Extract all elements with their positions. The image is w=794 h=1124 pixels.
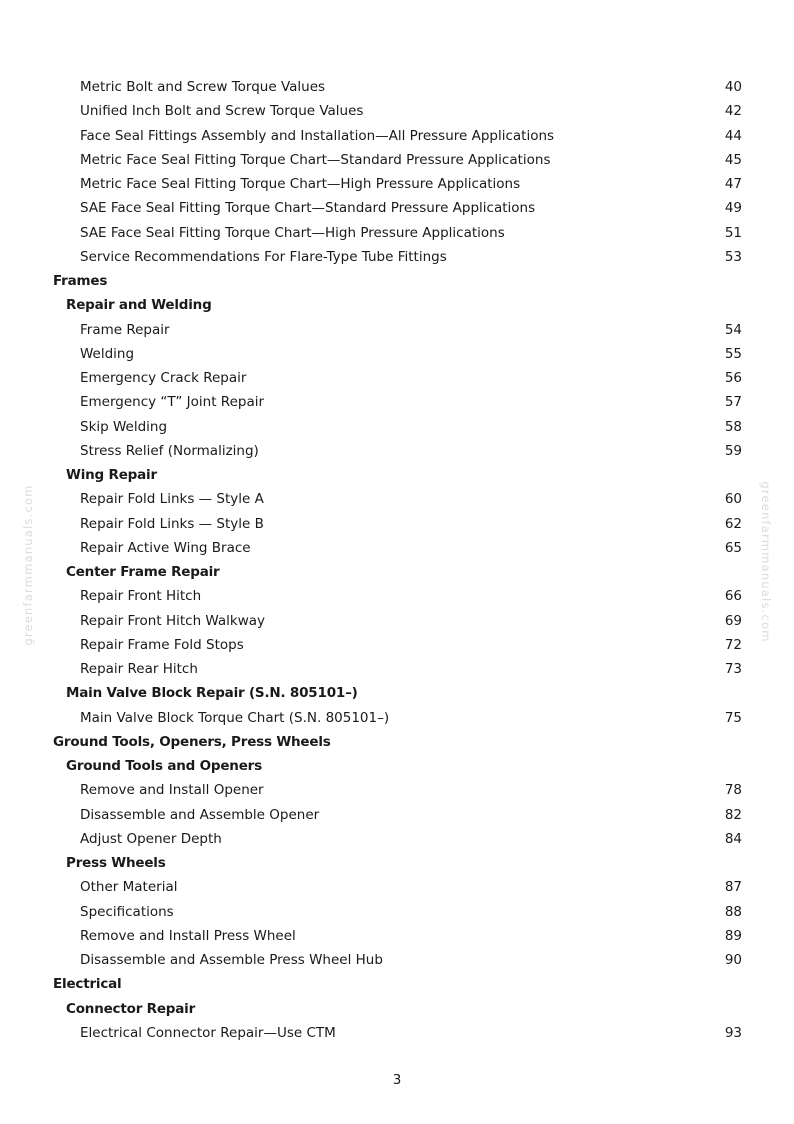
toc-entry-page-number: 78 [724,782,742,799]
toc-entry-title: Repair and Welding [66,297,212,314]
toc-entry-title: Repair Frame Fold Stops [80,636,244,653]
toc-entry-page-number: 73 [724,661,742,677]
toc-entry-title: Frames [53,273,108,289]
toc-entry[interactable] [0,342,794,366]
toc-entry[interactable] [0,124,794,148]
toc-entry-page-number: 87 [724,879,742,896]
table-of-contents [0,75,794,1045]
toc-entry[interactable] [0,366,794,390]
toc-entry[interactable] [0,924,794,948]
toc-entry-title: SAE Face Seal Fitting Torque Chart—Standard Pressure Applications [80,200,536,217]
toc-entry-page-number: 93 [724,1024,742,1041]
toc-entry-title: Frame Repair [80,321,170,338]
toc-entry-title: Main Valve Block Repair (S.N. 805101–) [66,685,358,702]
toc-entry-title: Metric Bolt and Screw Torque Values [80,79,326,95]
toc-entry-title: Repair Active Wing Brace [80,539,251,556]
toc-entry[interactable] [0,803,794,827]
toc-entry-page-number: 60 [724,491,742,508]
toc-entry[interactable] [0,1021,794,1045]
toc-entry-page-number: 84 [724,830,742,847]
toc-entry-title: Face Seal Fittings Assembly and Installation—All Pressure Applications [80,127,555,144]
toc-entry-page-number: 42 [724,103,742,120]
toc-entry-title: Emergency “T” Joint Repair [80,394,265,411]
toc-entry-title: Remove and Install Opener [80,782,264,799]
toc-entry[interactable] [0,487,794,511]
toc-entry-title: Metric Face Seal Fitting Torque Chart—Standard Pressure Applications [80,151,551,168]
toc-entry-title: Electrical Connector Repair—Use CTM [80,1024,336,1041]
toc-entry[interactable] [0,778,794,802]
watermark-right: greenfarmmanuals.com [759,481,773,643]
toc-entry-title: Metric Face Seal Fitting Torque Chart—High Pressure Applications [80,176,521,192]
toc-entry-page-number: 49 [724,200,742,217]
toc-entry-title: Disassemble and Assemble Press Wheel Hub [80,952,383,968]
toc-entry-page-number: 66 [724,588,742,605]
toc-entry-title: Press Wheels [66,855,166,871]
toc-entry-title: Other Material [80,879,178,896]
toc-entry-page-number: 69 [724,612,742,629]
toc-entry-title: Remove and Install Press Wheel [80,927,296,944]
watermark-left: greenfarmmanuals.com [21,484,35,646]
toc-entry-title: Repair Fold Links — Style A [80,491,264,508]
toc-subsection-heading [0,851,794,875]
toc-subsection-heading [0,997,794,1021]
toc-section-heading [0,730,794,754]
page-number: 3 [392,1072,402,1088]
toc-entry-title: Disassemble and Assemble Opener [80,806,320,823]
toc-entry-page-number: 72 [724,636,742,653]
toc-entry-title: Ground Tools, Openers, Press Wheels [53,733,331,750]
toc-subsection-heading [0,463,794,487]
toc-entry-title: Repair Rear Hitch [80,661,198,677]
toc-entry-title: Repair Front Hitch [80,588,202,605]
toc-entry-title: Skip Welding [80,418,168,435]
toc-entry[interactable] [0,196,794,220]
toc-entry[interactable] [0,584,794,608]
toc-entry-page-number: 90 [724,952,742,968]
toc-entry-page-number: 62 [724,515,742,532]
toc-entry-title: Unified Inch Bolt and Screw Torque Values [80,103,364,120]
toc-entry-title: Connector Repair [66,1000,196,1017]
toc-entry[interactable] [0,390,794,414]
toc-entry[interactable] [0,512,794,536]
toc-entry[interactable] [0,318,794,342]
toc-entry[interactable] [0,657,794,681]
toc-entry[interactable] [0,245,794,269]
toc-entry-page-number: 55 [724,345,742,362]
toc-entry-page-number: 54 [724,321,742,338]
toc-entry-page-number: 65 [724,539,742,556]
toc-subsection-heading [0,681,794,705]
toc-entry-page-number: 45 [724,151,742,168]
toc-entry-page-number: 89 [724,927,742,944]
toc-entry-title: Welding [80,345,135,362]
toc-subsection-heading [0,293,794,317]
toc-entry-page-number: 82 [724,806,742,823]
toc-entry-page-number: 88 [724,903,742,920]
toc-entry[interactable] [0,75,794,99]
toc-entry[interactable] [0,99,794,123]
toc-entry-page-number: 75 [724,709,742,726]
toc-entry[interactable] [0,439,794,463]
toc-entry-title: Wing Repair [66,467,157,483]
toc-entry[interactable] [0,900,794,924]
toc-entry-title: Repair Fold Links — Style B [80,515,264,532]
toc-entry-page-number: 53 [724,248,742,265]
toc-entry-title: Ground Tools and Openers [66,758,262,774]
toc-entry[interactable] [0,706,794,730]
toc-entry-page-number: 51 [724,224,742,241]
toc-entry-page-number: 58 [724,418,742,435]
toc-entry-title: Service Recommendations For Flare-Type Tube Fittings [80,248,447,265]
toc-entry-title: SAE Face Seal Fitting Torque Chart—High Pressure Applications [80,224,505,241]
toc-entry[interactable] [0,172,794,196]
toc-section-heading [0,269,794,293]
toc-entry[interactable] [0,148,794,172]
toc-entry-title: Stress Relief (Normalizing) [80,442,259,459]
toc-entry-page-number: 47 [724,176,742,192]
toc-entry-page-number: 57 [724,394,742,411]
toc-entry-title: Main Valve Block Torque Chart (S.N. 805101–) [80,709,390,726]
toc-entry-title: Specifications [80,903,174,920]
toc-entry-title: Repair Front Hitch Walkway [80,612,266,629]
toc-entry[interactable] [0,633,794,657]
toc-entry-page-number: 40 [724,79,742,95]
toc-entry-page-number: 59 [724,442,742,459]
toc-entry[interactable] [0,948,794,972]
toc-subsection-heading [0,560,794,584]
toc-entry-title: Emergency Crack Repair [80,370,247,386]
toc-entry[interactable] [0,415,794,439]
toc-entry[interactable] [0,609,794,633]
toc-entry-page-number: 56 [724,370,742,386]
toc-entry[interactable] [0,875,794,899]
toc-subsection-heading [0,754,794,778]
toc-entry-title: Adjust Opener Depth [80,830,222,847]
toc-entry-title: Center Frame Repair [66,564,220,580]
toc-section-heading [0,972,794,996]
toc-entry-title: Electrical [53,976,122,993]
toc-entry-page-number: 44 [724,127,742,144]
toc-entry[interactable] [0,221,794,245]
toc-entry[interactable] [0,536,794,560]
toc-entry[interactable] [0,827,794,851]
